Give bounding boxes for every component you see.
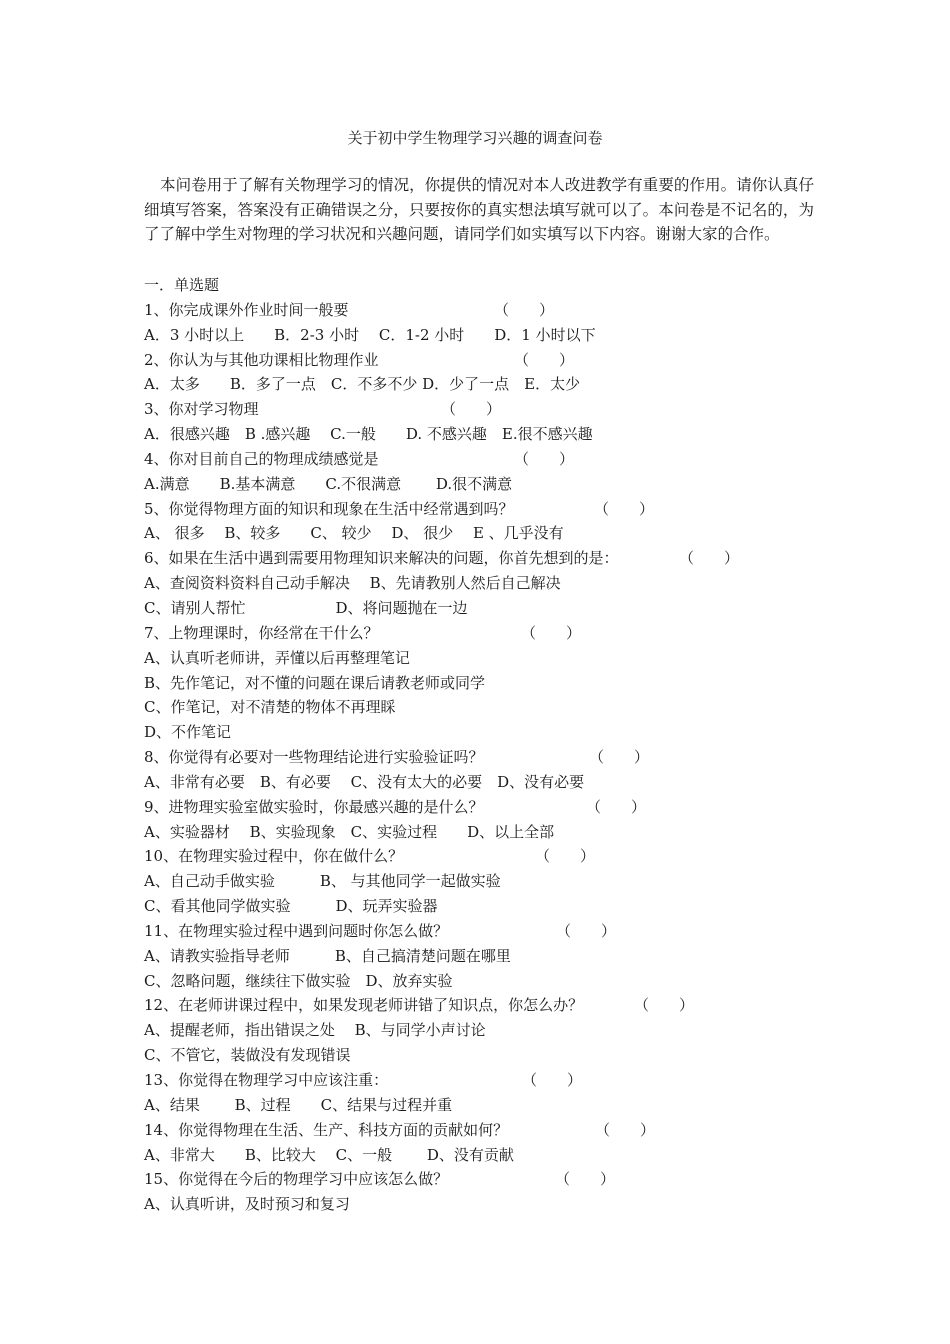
answer-bracket[interactable]: （ ） bbox=[535, 847, 596, 866]
answer-bracket[interactable]: （ ） bbox=[679, 549, 740, 568]
option-line bbox=[144, 1192, 824, 1217]
question-line bbox=[144, 1118, 824, 1143]
option-line bbox=[144, 571, 824, 596]
option-line bbox=[144, 372, 824, 397]
question-text: 7、上物理课时，你经常在干什么？ bbox=[144, 623, 379, 642]
question-text: 12、在老师讲课过程中，如果发现老师讲错了知识点，你怎么办？ bbox=[144, 996, 584, 1015]
option-line bbox=[144, 1043, 824, 1068]
option-text: C、请别人帮忙 D、将问题抛在一边 bbox=[144, 598, 468, 617]
option-line bbox=[144, 770, 824, 795]
document-title: 关于初中学生物理学习兴趣的调查问卷 bbox=[347, 129, 603, 147]
question-text: 8、你觉得有必要对一些物理结论进行实验验证吗？ bbox=[144, 748, 484, 767]
option-text: A．太多 B．多了一点 C．不多不少 D．少了一点 E．太少 bbox=[144, 375, 581, 394]
question-line bbox=[144, 397, 824, 422]
answer-bracket[interactable]: （ ） bbox=[555, 1170, 616, 1189]
option-line bbox=[144, 596, 824, 621]
question-list bbox=[144, 273, 824, 1217]
option-line bbox=[144, 820, 824, 845]
option-line bbox=[144, 695, 824, 720]
question-text: 13、你觉得在物理学习中应该注重： bbox=[144, 1071, 389, 1089]
option-text: A、实验器材 B、实验现象 C、实验过程 D、以上全部 bbox=[144, 822, 555, 841]
option-text: A、结果 B、过程 C、结果与过程并重 bbox=[144, 1095, 453, 1114]
answer-bracket[interactable]: （ ） bbox=[634, 996, 695, 1015]
answer-bracket[interactable]: （ ） bbox=[522, 1071, 583, 1089]
option-text: A、非常大 B、比较大 C、一般 D、没有贡献 bbox=[144, 1145, 514, 1164]
option-text: C、作笔记，对不清楚的物体不再理睬 bbox=[144, 698, 396, 717]
answer-bracket[interactable]: （ ） bbox=[594, 499, 655, 518]
option-text: A、认真听老师讲，弄懂以后再整理笔记 bbox=[144, 648, 410, 667]
option-text: A．3 小时以上 B．2-3 小时 C．1-2 小时 D．1 小时以下 bbox=[144, 325, 596, 344]
section-heading: 一．单选题 bbox=[144, 276, 220, 294]
question-line bbox=[144, 844, 824, 869]
answer-bracket[interactable]: （ ） bbox=[521, 623, 582, 642]
option-text: A.满意 B.基本满意 C.不很满意 D.很不满意 bbox=[144, 474, 513, 493]
option-text: B、先作笔记，对不懂的问题在课后请教老师或同学 bbox=[144, 673, 486, 692]
answer-bracket[interactable]: （ ） bbox=[441, 400, 502, 419]
option-text: D、不作笔记 bbox=[144, 723, 232, 742]
option-line bbox=[144, 944, 824, 969]
option-line bbox=[144, 671, 824, 696]
question-text: 14、你觉得物理在生活、生产、科技方面的贡献如何？ bbox=[144, 1120, 509, 1139]
option-text: C、忽略问题，继续往下做实验 D、放弃实验 bbox=[144, 971, 453, 990]
question-text: 11、在物理实验过程中遇到问题时你怎么做？ bbox=[144, 921, 449, 940]
option-line bbox=[144, 323, 824, 348]
question-line bbox=[144, 546, 824, 571]
answer-bracket[interactable]: （ ） bbox=[589, 748, 650, 767]
answer-bracket[interactable]: （ ） bbox=[586, 797, 647, 816]
question-line bbox=[144, 919, 824, 944]
question-text: 6、如果在生活中遇到需要用物理知识来解决的问题，你首先想到的是： bbox=[144, 549, 619, 568]
answer-bracket[interactable]: （ ） bbox=[494, 300, 555, 319]
option-text: A、非常有必要 B、有必要 C、没有太大的必要 D、没有必要 bbox=[144, 772, 585, 791]
answer-bracket[interactable]: （ ） bbox=[514, 449, 575, 468]
option-text: A．很感兴趣 B .感兴趣 C.一般 D. 不感兴趣 E.很不感兴趣 bbox=[144, 425, 593, 444]
question-text: 3、你对学习物理 bbox=[144, 400, 259, 419]
answer-bracket[interactable]: （ ） bbox=[556, 921, 617, 940]
question-text: 4、你对目前自己的物理成绩感觉是 bbox=[144, 449, 379, 468]
option-text: A、自己动手做实验 B、 与其他同学一起做实验 bbox=[144, 872, 501, 891]
option-text: A、认真听讲，及时预习和复习 bbox=[144, 1195, 350, 1214]
option-line bbox=[144, 521, 824, 546]
question-text: 15、你觉得在今后的物理学习中应该怎么做？ bbox=[144, 1170, 449, 1189]
option-line bbox=[144, 894, 824, 919]
option-line bbox=[144, 646, 824, 671]
option-text: A、 很多 B、较多 C、 较少 D、 很少 E 、几乎没有 bbox=[144, 524, 564, 543]
option-text: C、看其他同学做实验 D、玩弄实验器 bbox=[144, 897, 438, 916]
question-text: 5、你觉得物理方面的知识和现象在生活中经常遇到吗？ bbox=[144, 499, 514, 518]
option-line bbox=[144, 422, 824, 447]
question-line bbox=[144, 795, 824, 820]
question-text: 1、你完成课外作业时间一般要 bbox=[144, 300, 349, 319]
question-line bbox=[144, 993, 824, 1018]
question-line bbox=[144, 447, 824, 472]
question-line bbox=[144, 497, 824, 522]
option-line bbox=[144, 1018, 824, 1043]
option-text: C、不管它，装做没有发现错误 bbox=[144, 1046, 351, 1065]
option-text: A、查阅资料资料自己动手解决 B、先请教别人然后自己解决 bbox=[144, 574, 561, 593]
option-line bbox=[144, 869, 824, 894]
answer-bracket[interactable]: （ ） bbox=[514, 350, 575, 369]
question-line bbox=[144, 1068, 824, 1093]
question-line bbox=[144, 745, 824, 770]
option-line bbox=[144, 969, 824, 994]
option-line bbox=[144, 472, 824, 497]
option-line bbox=[144, 1143, 824, 1168]
option-line bbox=[144, 1093, 824, 1118]
question-line bbox=[144, 621, 824, 646]
answer-bracket[interactable]: （ ） bbox=[595, 1120, 656, 1139]
intro-paragraph: 本问卷用于了解有关物理学习的情况，你提供的情况对本人改进教学有重要的作用。请你认真仔细填写答案，答案没有正确错误之分，只要按你的真实想法填写就可以了。本问卷是不记名的，为了了解中学生对物理的学习状况和兴趣问题，请同学们如实填写以下内容。谢谢大家的合作。 bbox=[144, 176, 814, 243]
question-text: 10、在物理实验过程中，你在做什么？ bbox=[144, 847, 404, 866]
option-text: A、请教实验指导老师 B、自己搞清楚问题在哪里 bbox=[144, 946, 511, 965]
question-line bbox=[144, 1167, 824, 1192]
option-text: A、提醒老师，指出错误之处 B、与同学小声讨论 bbox=[144, 1021, 486, 1040]
option-line bbox=[144, 720, 824, 745]
question-line bbox=[144, 348, 824, 373]
question-line bbox=[144, 298, 824, 323]
question-text: 9、进物理实验室做实验时，你最感兴趣的是什么？ bbox=[144, 797, 484, 816]
question-text: 2、你认为与其他功课相比物理作业 bbox=[144, 350, 379, 369]
